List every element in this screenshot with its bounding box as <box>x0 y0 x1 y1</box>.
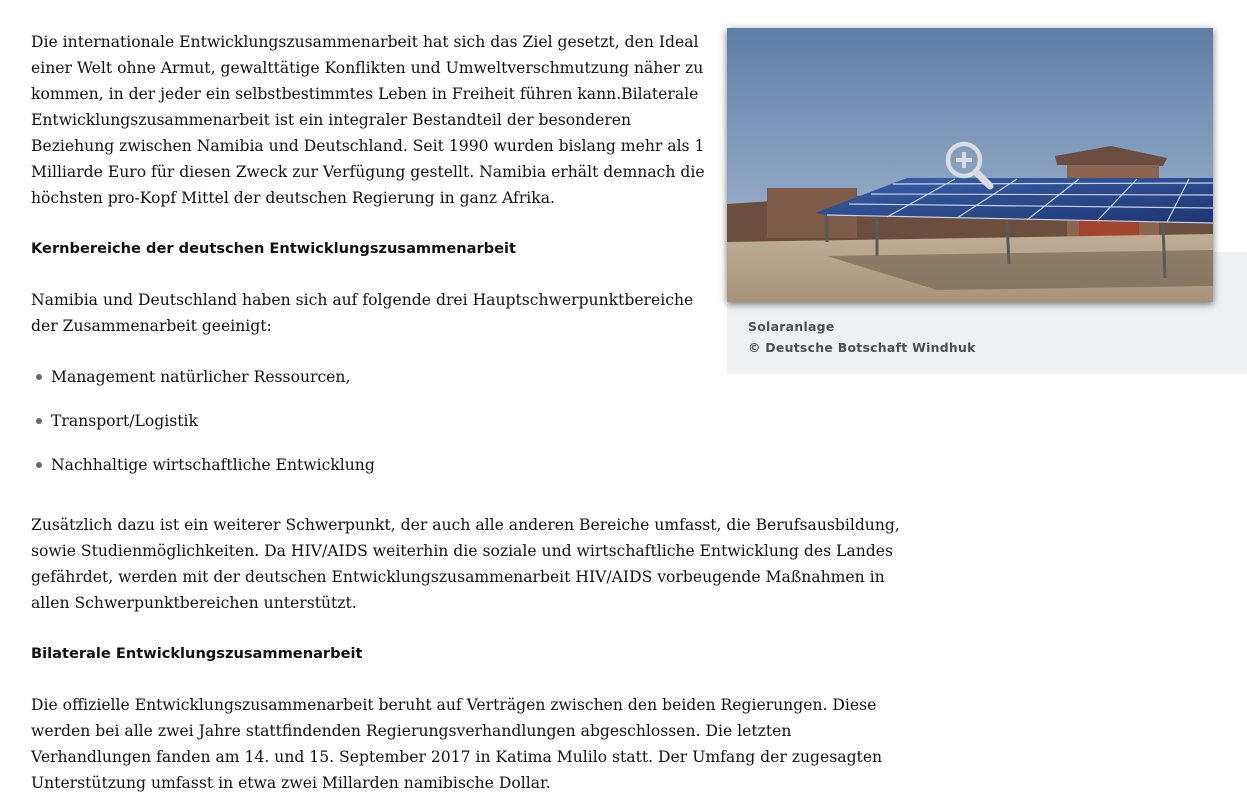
list-item: Nachhaltige wirtschaftliche Entwicklung <box>31 452 931 478</box>
additional-paragraph: Zusätzlich dazu ist ein weiterer Schwerpunkt, der auch alle anderen Bereiche umfasst, die Berufsausbildung, sowie Studienmöglichkeiten. Da HIV/AIDS weiterhin die soziale und wirtschaftliche Entwicklung des Landes gefährdet, werden mit der deutschen Entwicklungszusammenarbeit HIV/AIDS vorbeugende Maßnahmen in allen Schwerpunktbereichen unterstützt. <box>31 516 900 612</box>
bullet-icon <box>36 418 42 424</box>
bullet-icon <box>36 374 42 380</box>
section-heading-kernbereiche: Kernbereiche der deutschen Entwicklungszusammenarbeit <box>31 240 516 257</box>
official-paragraph: Die offizielle Entwicklungszusammenarbeit beruht auf Verträgen zwischen den beiden Regierungen. Diese werden bei alle zwei Jahre stattfindenden Regierungsverhandlungen abgeschlossen. Die letzten Verhandlungen fanden am 14. und 15. September 2017 in Katima Mulilo statt. Der Umfang der zugesagten Unterstützung umfasst in etwa zwei Millarden namibische Dollar. <box>31 696 883 792</box>
bullet-icon <box>36 462 42 468</box>
list-item: Management natürlicher Ressourcen, <box>31 364 931 390</box>
figure-caption <box>748 316 976 358</box>
focus-list <box>31 364 931 478</box>
solar-photo[interactable] <box>727 28 1213 302</box>
list-item: Transport/Logistik <box>31 408 931 434</box>
caption-credit: © Deutsche Botschaft Windhuk <box>748 340 976 355</box>
focus-paragraph: Namibia und Deutschland haben sich auf folgende drei Hauptschwerpunktbereiche der Zusammenarbeit geeinigt: <box>31 291 694 335</box>
section-heading-bilateral: Bilaterale Entwicklungszusammenarbeit <box>31 645 363 662</box>
caption-title: Solaranlage <box>748 319 835 334</box>
zoom-in-icon[interactable] <box>943 139 995 191</box>
intro-paragraph: Die internationale Entwicklungszusammenarbeit hat sich das Ziel gesetzt, den Ideal einer Welt ohne Armut, gewalttätige Konflikten und Umweltverschmutzung näher zu kommen, in der jeder ein selbstbestimmtes Leben in Freiheit führen kann.Bilaterale Entwicklungszusammenarbeit ist ein integraler Bestandteil der besonderen Beziehung zwischen Namibia und Deutschland. Seit 1990 wurden bislang mehr als 1 Milliarde Euro für diesen Zweck zur Verfügung gestellt. Namibia erhält demnach die höchsten pro-Kopf Mittel der deutschen Regierung in ganz Afrika. <box>31 33 705 207</box>
